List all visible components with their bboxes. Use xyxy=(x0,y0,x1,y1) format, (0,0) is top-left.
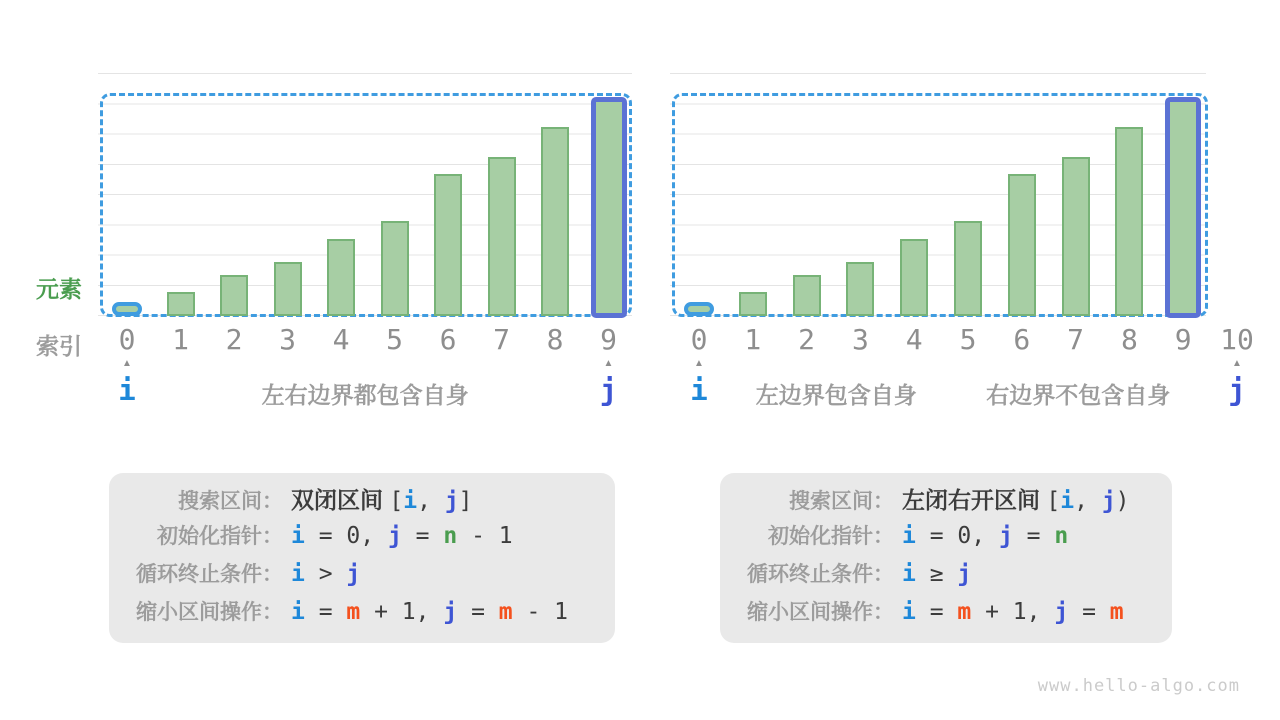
element-bar xyxy=(900,239,928,316)
info-row xyxy=(720,520,1172,558)
code-token-n: n xyxy=(1054,523,1069,549)
pointer-up-arrow-icon: ▲ xyxy=(603,358,614,369)
element-bar-j-highlight xyxy=(1165,97,1201,318)
code-token-text: [ xyxy=(389,488,404,514)
element-bar xyxy=(793,275,821,316)
index-tick-label: 10 xyxy=(1220,323,1254,356)
index-tick-label: 2 xyxy=(225,323,243,356)
info-row-code xyxy=(902,523,1068,549)
info-row xyxy=(109,482,615,520)
index-tick-label: 0 xyxy=(690,323,708,356)
info-row xyxy=(109,558,615,596)
code-token-i: i xyxy=(902,599,916,625)
code-token-j: j xyxy=(998,523,1013,549)
index-tick-label: 2 xyxy=(798,323,816,356)
info-box-half-open-interval xyxy=(720,473,1172,643)
code-token-text: , xyxy=(417,488,445,514)
info-row-label: 搜索区间： xyxy=(789,490,894,513)
info-row-label: 缩小区间操作： xyxy=(136,601,283,624)
code-token-text: - 1 xyxy=(457,523,513,549)
info-row-label: 缩小区间操作： xyxy=(747,601,894,624)
index-tick-label: 4 xyxy=(332,323,350,356)
boundary-caption: 右边界不包含自身 xyxy=(986,382,1171,408)
code-token-j: j xyxy=(1101,488,1116,514)
info-row xyxy=(109,520,615,558)
code-token-text: = xyxy=(915,599,958,625)
index-tick-label: 5 xyxy=(386,323,403,356)
index-tick-label: 6 xyxy=(1013,323,1031,356)
index-tick-label: 9 xyxy=(600,323,617,356)
info-row-label: 初始化指针： xyxy=(157,525,283,548)
info-row-code xyxy=(902,599,1124,625)
pointer-label-i: i xyxy=(118,373,136,407)
code-token-i: i xyxy=(291,523,305,549)
info-row-label: 循环终止条件： xyxy=(136,563,283,586)
code-token-text: = xyxy=(304,599,347,625)
code-token-text: + 1, xyxy=(360,599,444,625)
boundary-caption: 左右边界都包含自身 xyxy=(261,382,469,408)
code-token-i: i xyxy=(291,561,305,587)
code-token-n: n xyxy=(443,523,458,549)
pointer-up-arrow-icon: ▲ xyxy=(694,358,704,369)
element-bar xyxy=(846,262,874,316)
y-axis-label-element: 元素 xyxy=(36,276,82,302)
pointer-up-arrow-icon: ▲ xyxy=(122,358,132,369)
info-row-code xyxy=(902,561,971,587)
info-row xyxy=(720,482,1172,520)
code-token-j: j xyxy=(1054,599,1069,625)
element-bar xyxy=(1062,157,1090,316)
code-token-j: j xyxy=(957,561,972,587)
info-row xyxy=(720,596,1172,634)
pointer-label-j: j xyxy=(599,373,618,407)
watermark: www.hello-algo.com xyxy=(1037,676,1240,696)
code-token-j: j xyxy=(346,561,361,587)
index-tick-label: 9 xyxy=(1174,323,1192,356)
info-row-label: 初始化指针： xyxy=(768,525,894,548)
index-tick-label: 8 xyxy=(546,323,564,356)
code-token-text: = 0, xyxy=(304,523,388,549)
element-bar xyxy=(739,292,767,316)
code-token-text: = xyxy=(1068,599,1110,625)
code-token-j: j xyxy=(443,599,458,625)
code-token-text: = xyxy=(457,599,499,625)
pointer-label-i: i xyxy=(690,373,708,407)
info-row-code xyxy=(291,523,513,549)
code-token-i: i xyxy=(902,523,916,549)
code-token-text: > xyxy=(304,561,347,587)
code-token-m: m xyxy=(1109,599,1124,625)
x-axis-label-index: 索引 xyxy=(36,333,82,359)
code-token-text: ) xyxy=(1115,488,1130,514)
index-tick-label: 6 xyxy=(439,323,457,356)
element-bar-i-highlight xyxy=(684,302,714,316)
element-bar xyxy=(1115,127,1143,316)
index-tick-label: 3 xyxy=(851,323,869,356)
element-bar xyxy=(1008,174,1036,316)
info-row xyxy=(109,596,615,634)
code-token-j: j xyxy=(387,523,402,549)
code-token-m: m xyxy=(957,599,972,625)
code-token-text: = xyxy=(401,523,444,549)
index-tick-label: 1 xyxy=(744,323,762,356)
code-token-text: = 0, xyxy=(915,523,999,549)
code-token-i: i xyxy=(902,561,916,587)
code-token-cjk: 双闭区间 xyxy=(291,487,390,513)
info-row-code xyxy=(291,482,473,515)
code-token-i: i xyxy=(291,599,305,625)
index-tick-label: 8 xyxy=(1120,323,1138,356)
info-row-code xyxy=(291,599,568,625)
info-row-code xyxy=(291,561,360,587)
code-token-j: j xyxy=(444,488,459,514)
code-token-text: + 1, xyxy=(971,599,1055,625)
index-tick-label: 0 xyxy=(118,323,136,356)
pointer-label-j: j xyxy=(1228,373,1246,407)
code-token-cjk: 左闭右开区间 xyxy=(902,487,1047,513)
index-tick-label: 3 xyxy=(279,323,296,356)
code-token-text: , xyxy=(1074,488,1102,514)
code-token-text: ≥ xyxy=(915,561,958,587)
element-bar xyxy=(954,221,982,316)
info-box-closed-interval xyxy=(109,473,615,643)
code-token-i: i xyxy=(403,488,418,514)
code-token-text: = xyxy=(1012,523,1055,549)
code-token-m: m xyxy=(346,599,361,625)
index-tick-label: 4 xyxy=(905,323,923,356)
index-tick-label: 7 xyxy=(493,323,510,356)
boundary-caption: 左边界包含自身 xyxy=(755,382,917,408)
code-token-text: [ xyxy=(1046,488,1061,514)
index-tick-label: 5 xyxy=(959,323,977,356)
code-token-m: m xyxy=(498,599,513,625)
index-tick-label: 1 xyxy=(172,323,189,356)
index-tick-label: 7 xyxy=(1067,323,1085,356)
info-row xyxy=(720,558,1172,596)
pointer-up-arrow-icon: ▲ xyxy=(1232,358,1242,369)
info-row-label: 循环终止条件： xyxy=(747,563,894,586)
code-token-text: ] xyxy=(458,488,473,514)
info-row-code xyxy=(902,482,1130,515)
info-row-label: 搜索区间： xyxy=(178,490,283,513)
code-token-i: i xyxy=(1060,488,1075,514)
code-token-text: - 1 xyxy=(512,599,569,625)
